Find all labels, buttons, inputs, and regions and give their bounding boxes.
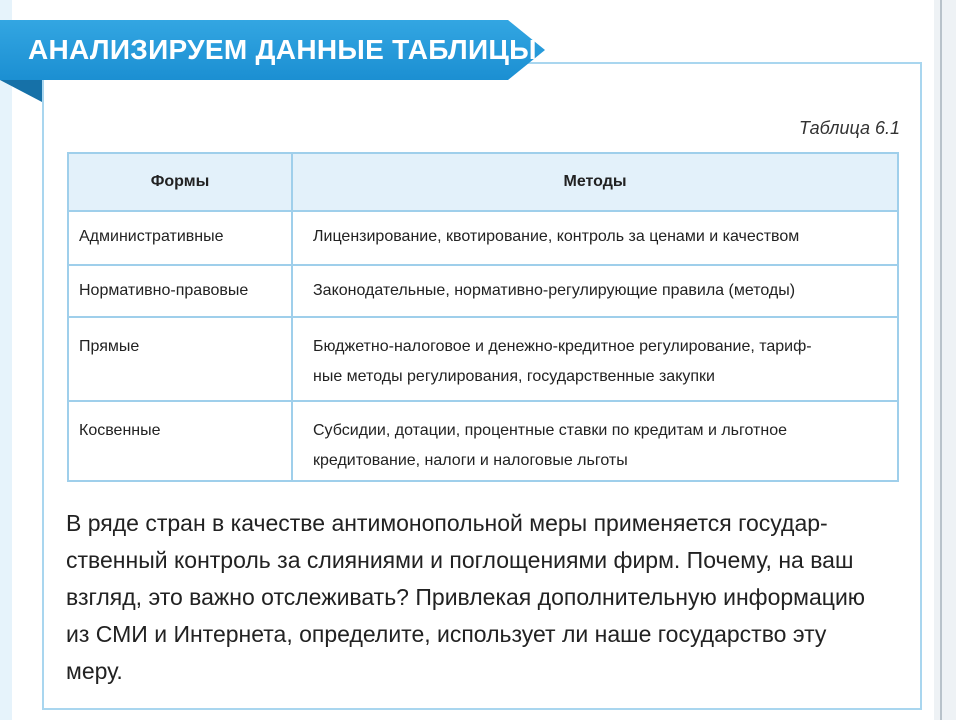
table-row — [69, 400, 897, 482]
methods-cell — [293, 266, 897, 318]
methods-line: Законодательные, нормативно-регулирующие правила (методы) — [313, 282, 796, 299]
form-cell: Нормативно-правовые — [69, 266, 293, 318]
form-cell: Прямые — [69, 318, 293, 402]
table-caption: Таблица 6.1 — [798, 118, 900, 138]
paragraph-line: меру. — [66, 658, 123, 684]
left-decor-strip — [0, 0, 12, 720]
form-cell: Административные — [69, 212, 293, 266]
methods-cell — [293, 402, 897, 482]
right-decor-strip — [934, 0, 956, 720]
paragraph-line: В ряде стран в качестве антимонопольной меры применяется государ- — [66, 510, 828, 536]
methods-line: ные методы регулирования, государственные закупки — [313, 368, 715, 385]
methods-cell — [293, 318, 897, 402]
paragraph-line: ственный контроль за слияниями и поглощениями фирм. Почему, на ваш — [66, 547, 854, 573]
methods-table — [67, 152, 899, 482]
paragraph-line: взгляд, это важно отслеживать? Привлекая дополнительную информацию — [66, 584, 866, 610]
form-cell: Косвенные — [69, 402, 293, 482]
section-title: АНАЛИЗИРУЕМ ДАННЫЕ ТАБЛИЦЫ — [28, 34, 537, 65]
table-header-row — [69, 154, 897, 210]
methods-cell — [293, 212, 897, 266]
question-paragraph — [66, 505, 902, 690]
right-decor-line — [940, 0, 942, 720]
paragraph-line: из СМИ и Интернета, определите, использует ли наше государство эту — [66, 621, 827, 647]
methods-line: Лицензирование, квотирование, контроль за ценами и качеством — [313, 228, 800, 245]
table-row — [69, 210, 897, 266]
table-row — [69, 264, 897, 318]
methods-line: Субсидии, дотации, процентные ставки по кредитам и льготное — [313, 422, 787, 439]
table-row — [69, 316, 897, 402]
header-forms: Формы — [69, 154, 293, 210]
methods-line: кредитование, налоги и налоговые льготы — [313, 452, 628, 469]
methods-line: Бюджетно-налоговое и денежно-кредитное регулирование, тариф- — [313, 338, 812, 355]
header-methods: Методы — [563, 173, 627, 190]
